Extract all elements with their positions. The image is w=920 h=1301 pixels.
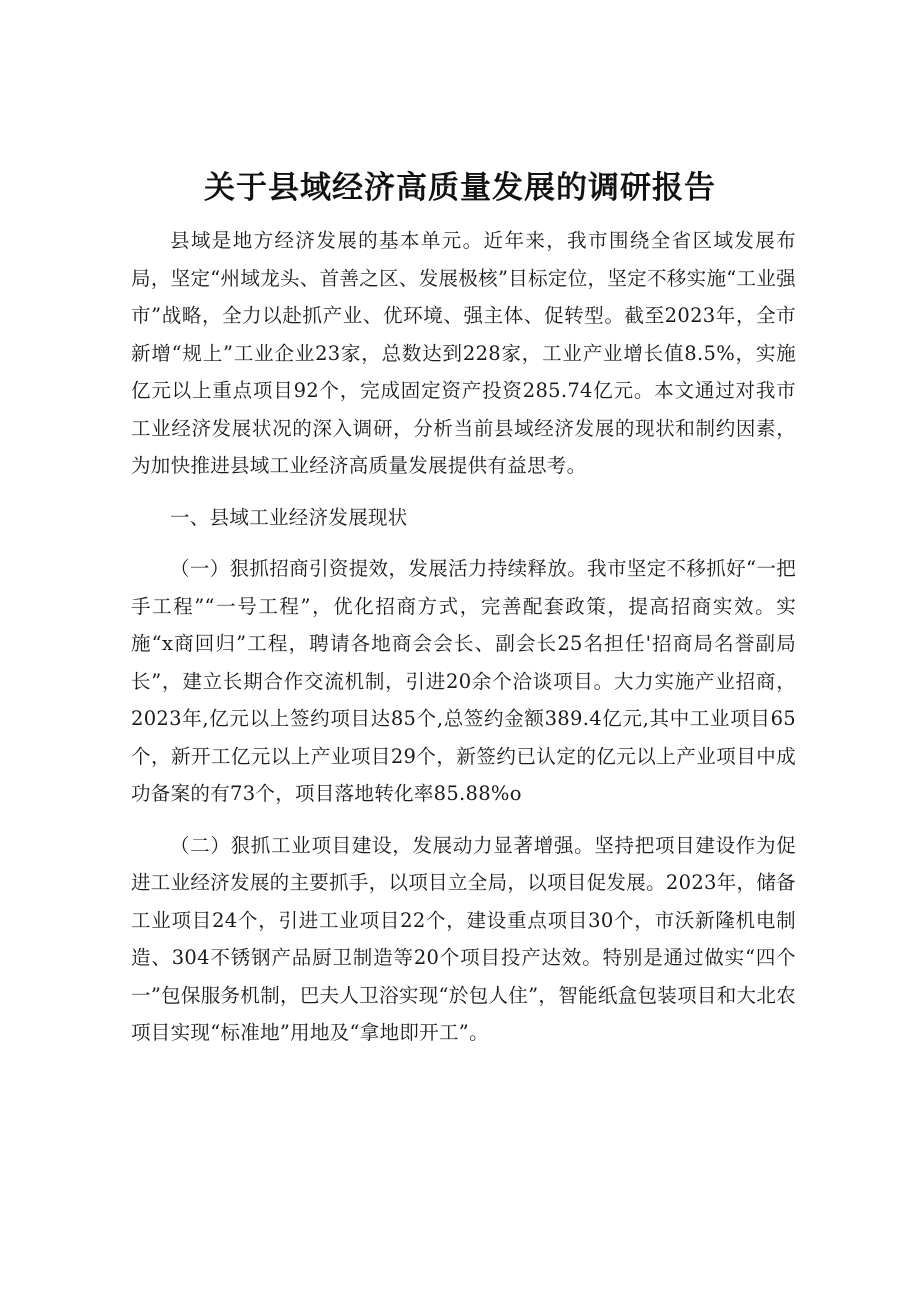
sub-paragraph-1: （一）狠抓招商引资提效，发展活力持续释放。我市坚定不移抓好“一把手工程”“一号工程”，优化招商方式，完善配套政策，提高招商实效。实施“x商回归”工程，聘请各地商会会长、副会长25名担任'招商局名誉副局长”，建立长期合作交流机制，引进20余个洽谈项目。大力实施产业招商，2023年,亿元以上签约项目达85个,总签约金额389.4亿元,其中工业项目65个，新开工亿元以上产业项目29个，新签约已认定的亿元以上产业项目中成功备案的有73个，项目落地转化率85.88%o <box>131 557 796 805</box>
section-heading: 一、县域工业经济发展现状 <box>170 505 408 529</box>
document-title: 关于县域经济高质量发展的调研报告 <box>204 170 716 206</box>
intro-paragraph: 县域是地方经济发展的基本单元。近年来，我市围绕全省区域发展布局，坚定“州域龙头、首善之区、发展极核”目标定位，坚定不移实施“工业强市”战略，全力以赴抓产业、优环境、强主体、促转型。截至2023年，全市新增“规上”工业企业23家，总数达到228家，工业产业增长值8.5%，实施亿元以上重点项目92个，完成固定资产投资285.74亿元。本文通过对我市工业经济发展状况的深入调研，分析当前县域经济发展的现状和制约因素，为加快推进县域工业经济高质量发展提供有益思考。 <box>131 229 796 477</box>
document-body <box>131 222 796 1052</box>
sub-paragraph-2: （二）狠抓工业项目建设，发展动力显著增强。坚持把项目建设作为促进工业经济发展的主要抓手，以项目立全局，以项目促发展。2023年，储备工业项目24个，引进工业项目22个，建设重点项目30个，市沃新隆机电制造、304不锈钢产品厨卫制造等20个项目投产达效。特别是通过做实“四个一”包保服务机制，巴夫人卫浴实现“於包人住”，智能纸盒包装项目和大北农项目实现“标准地”用地及“拿地即开工”。 <box>131 833 796 1044</box>
